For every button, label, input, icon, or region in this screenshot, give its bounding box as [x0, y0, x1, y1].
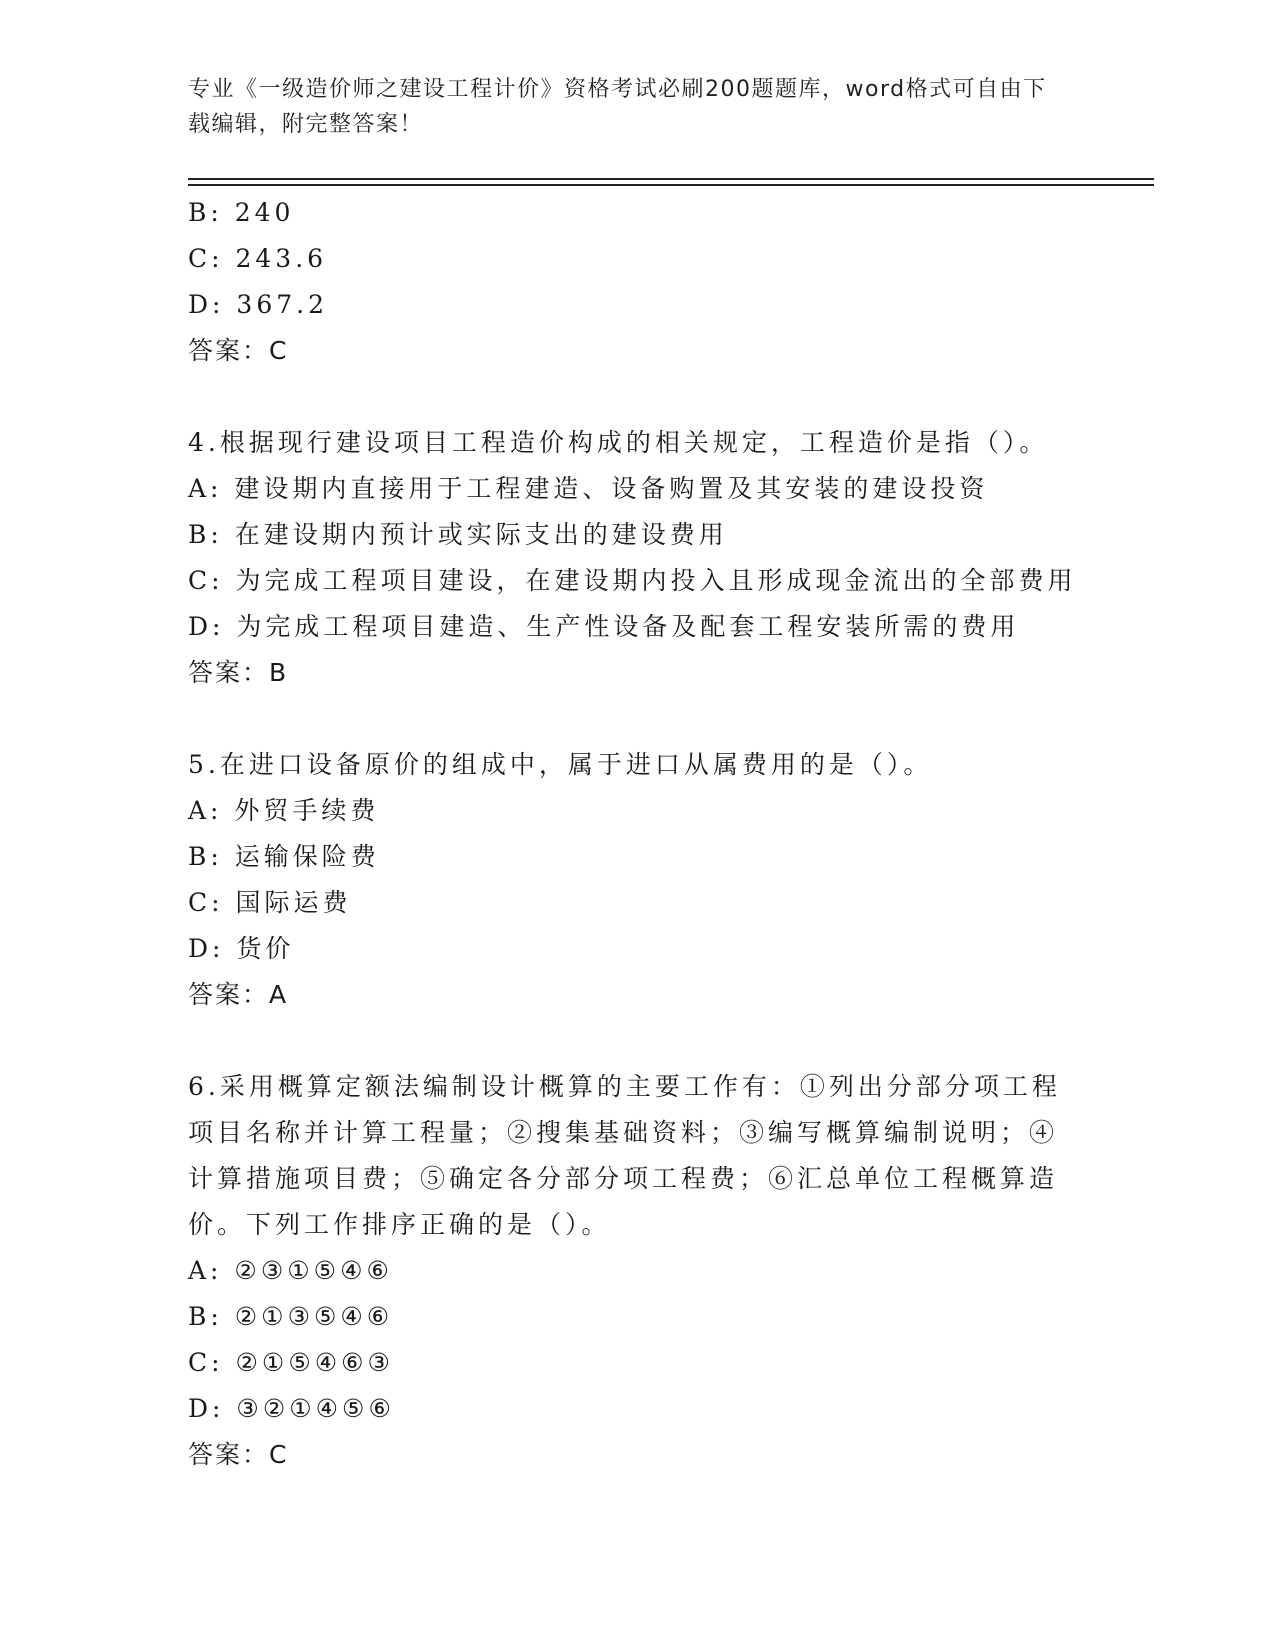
spacer — [188, 374, 1088, 420]
option-b: B: 运输保险费 — [188, 842, 380, 871]
answer-line: 答案：A — [188, 980, 289, 1009]
question-stem: 4.根据现行建设项目工程造价构成的相关规定，工程造价是指（）。 — [188, 428, 1049, 457]
header-divider-bottom — [188, 184, 1154, 186]
option-c: C: 为完成工程项目建设，在建设期内投入且形成现金流出的全部费用 — [188, 566, 1077, 595]
answer-line: 答案：C — [188, 1440, 289, 1469]
option-d: D: 为完成工程项目建造、生产性设备及配套工程安装所需的费用 — [188, 612, 1020, 641]
option-c: C: 243.6 — [188, 244, 328, 273]
option-d: D: 367.2 — [188, 290, 328, 319]
previous-question-block — [188, 190, 1088, 374]
answer-line: 答案：B — [188, 658, 289, 687]
option-c: C: ②①⑤④⑥③ — [188, 1348, 394, 1377]
header-divider-top — [188, 178, 1154, 180]
question-stem: 6.采用概算定额法编制设计概算的主要工作有：①列出分部分项工程项目名称并计算工程量；②搜集基础资料；③编写概算编制说明；④计算措施项目费；⑤确定各分部分项工程费；⑥汇总单位工程概算造价。下列工作排序正确的是（）。 — [188, 1072, 1061, 1239]
option-d: D: 货价 — [188, 934, 295, 963]
question-block-4 — [188, 420, 1088, 696]
document-header: 专业《一级造价师之建设工程计价》资格考试必刷200题题库，word格式可自由下载编辑，附完整答案！ — [188, 77, 1047, 137]
spacer — [188, 1018, 1088, 1064]
question-block-5 — [188, 742, 1088, 1018]
option-b: B: 在建设期内预计或实际支出的建设费用 — [188, 520, 728, 549]
option-b: B: 240 — [188, 198, 295, 227]
option-d: D: ③②①④⑤⑥ — [188, 1394, 395, 1423]
answer-line: 答案：C — [188, 336, 289, 365]
question-block-6 — [188, 1064, 1088, 1478]
question-stem: 5.在进口设备原价的组成中，属于进口从属费用的是（）。 — [188, 750, 933, 779]
spacer — [188, 696, 1088, 742]
option-c: C: 国际运费 — [188, 888, 352, 917]
option-a: A: 外贸手续费 — [188, 796, 380, 825]
option-a: A: 建设期内直接用于工程建造、设备购置及其安装的建设投资 — [188, 474, 989, 503]
option-a: A: ②③①⑤④⑥ — [188, 1256, 393, 1285]
option-b: B: ②①③⑤④⑥ — [188, 1302, 394, 1331]
question-content — [188, 190, 1088, 1478]
